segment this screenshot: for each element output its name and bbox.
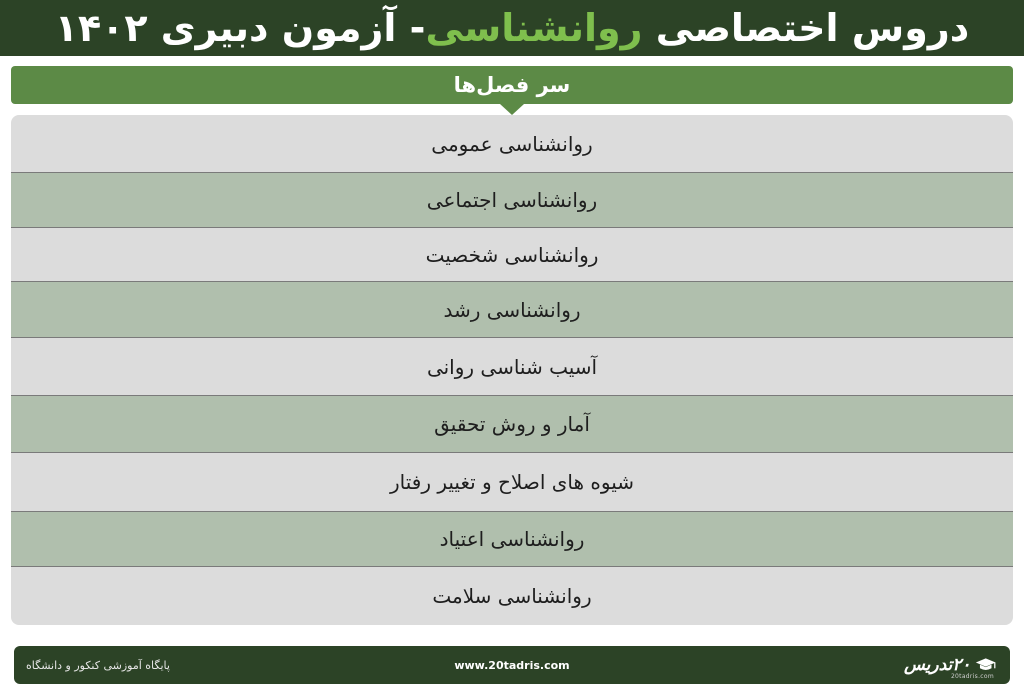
topic-label: شیوه های اصلاح و تغییر رفتار <box>389 470 635 494</box>
title-part2: - آزمون دبیری ۱۴۰۲ <box>54 6 426 50</box>
logo-subtext: 20tadris.com <box>950 673 994 680</box>
section-pointer-arrow <box>500 104 524 115</box>
topic-list <box>11 115 1013 625</box>
topic-label: روانشناسی عمومی <box>431 131 593 156</box>
list-item <box>11 228 1013 281</box>
site-logo[interactable] <box>904 651 996 679</box>
list-item <box>11 511 1013 567</box>
topic-label: روانشناسی سلامت <box>432 584 592 608</box>
topic-label: آمار و روش تحقیق <box>434 412 590 436</box>
list-item <box>11 567 1013 625</box>
list-item <box>11 281 1013 338</box>
footer-url[interactable]: www.20tadris.com <box>454 658 570 672</box>
topic-label: روانشناسی اعتیاد <box>439 527 585 551</box>
list-item <box>11 338 1013 395</box>
topic-label: روانشناسی اجتماعی <box>426 188 598 212</box>
list-item <box>11 115 1013 172</box>
section-heading-bar <box>11 66 1013 104</box>
list-item <box>11 453 1013 511</box>
list-item <box>11 395 1013 453</box>
logo-text: ۲۰تدریس <box>904 654 971 675</box>
section-title: سر فصل‌ها <box>453 73 571 97</box>
topic-label: روانشناسی شخصیت <box>425 242 599 267</box>
footer-bar <box>14 646 1010 684</box>
page-title <box>0 0 1024 56</box>
list-item <box>11 172 1013 228</box>
footer-tagline: پایگاه آموزشی کنکور و دانشگاه <box>26 658 170 672</box>
topic-label: آسیب شناسی روانی <box>426 354 598 379</box>
topic-label: روانشناسی رشد <box>443 297 581 322</box>
graduation-cap-icon <box>975 655 996 675</box>
title-part1: دروس اختصاصی <box>655 6 970 50</box>
title-highlight: روانشناسی <box>425 6 643 50</box>
